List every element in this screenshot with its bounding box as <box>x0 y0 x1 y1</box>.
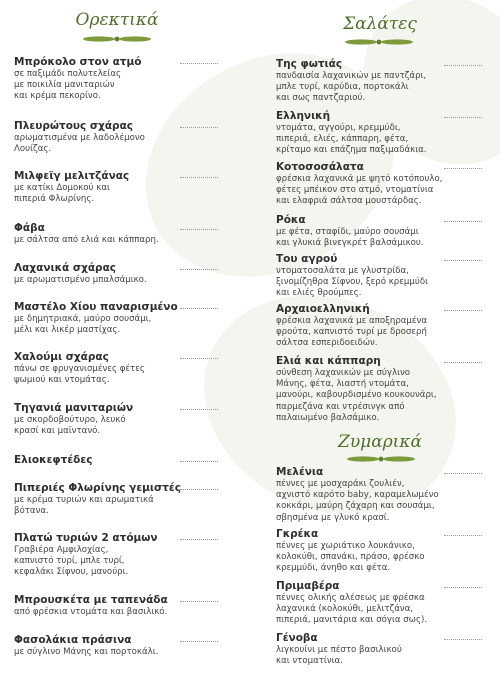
menu-item-description: ντοματοσαλάτα με γλυστρίδα, <box>276 266 409 276</box>
menu-item-name: Γένοβα <box>276 632 318 644</box>
menu-item-description: πέννες με χωριάτικο λουκάνικο, <box>276 541 415 551</box>
menu-item-description: ντομάτα, αγγούρι, κρεμμύδι, <box>276 123 401 133</box>
price-placeholder-dots <box>444 639 482 640</box>
menu-item-description: κολοκύθι, σπανάκι, πράσο, φρέσκο <box>276 552 425 563</box>
menu-item-description: με δημητριακά, μαύρο σουσάμι, <box>14 314 152 324</box>
menu-item <box>276 110 427 157</box>
menu-item <box>276 528 425 575</box>
price-placeholder-dots <box>180 127 218 128</box>
menu-item <box>14 351 145 386</box>
pasta-title: Ζυμαρικά <box>338 432 422 452</box>
menu-item-description: ξινομίζηθρα Σίφνου, ξερό κρεμμύδι <box>276 277 428 288</box>
menu-item-description: πέννες με μοσχαράκι ζουλιέν, <box>276 479 405 489</box>
price-placeholder-dots <box>444 473 482 474</box>
menu-item-description: λαχανικά (κολοκύθι, μελιτζάνα, <box>276 604 414 615</box>
price-placeholder-dots <box>180 177 218 178</box>
price-placeholder-dots <box>444 362 482 363</box>
menu-item <box>276 466 439 524</box>
menu-item-name: Λαχανικά σχάρας <box>14 262 117 274</box>
price-placeholder-dots <box>444 221 482 222</box>
menu-item-description: και ελαφριά σάλτσα μουστάρδας. <box>276 196 422 207</box>
menu-item <box>14 301 178 336</box>
menu-item-description: μανούρι, καβουρδισμένο κουκουνάρι, <box>276 390 437 401</box>
menu-item-description: με σύγλινο Μάνης και πορτοκάλι. <box>14 647 159 657</box>
menu-item-description: σε παξιμάδι πολυτελείας <box>14 69 122 79</box>
menu-item-name: Μιλφεϊγ μελιτζάνας <box>14 170 130 182</box>
price-placeholder-dots <box>180 409 218 410</box>
menu-item-description: και κρέμα πεκορίνο. <box>14 91 101 102</box>
menu-item-description: πέννες ολικής αλέσεως με φρέσκα <box>276 593 425 603</box>
price-placeholder-dots <box>180 461 218 462</box>
price-placeholder-dots <box>180 489 218 490</box>
price-placeholder-dots <box>444 535 482 536</box>
menu-item-description: μέλι και λικέρ μαστίχας. <box>14 325 121 336</box>
price-placeholder-dots <box>180 229 218 230</box>
menu-item-name: Ελιά και κάππαρη <box>276 355 381 367</box>
menu-item-description: πάνω σε φρυγανισμένες φέτες <box>14 364 145 374</box>
menu-item-description: φέτες μπέικον στο ατμό, ντοματίνια <box>276 185 434 196</box>
menu-item <box>14 120 145 155</box>
menu-item-description: φρέσκια λαχανικά με αποξηραμένα <box>276 316 428 326</box>
menu-item-description: και σως παντζαριού. <box>276 93 366 104</box>
menu-item-description: με κρέμα τυριών και αρωματικά <box>14 495 154 505</box>
menu-item-description: με αρωματισμένο μπαλσάμικο. <box>14 275 147 285</box>
menu-item-description: πανδαισία λαχανικών με παντζάρι, <box>276 71 427 81</box>
menu-item <box>14 454 92 467</box>
menu-item-description: κρίταμο και επάζημα παξιμαδάκια. <box>276 145 427 156</box>
price-placeholder-dots <box>444 587 482 588</box>
price-placeholder-dots <box>180 358 218 359</box>
menu-item-name: Πιπεριές Φλωρίνης γεμιστές <box>14 482 181 494</box>
menu-item-description: πιπεριά Φλωρίνης. <box>14 194 95 205</box>
price-placeholder-dots <box>180 269 218 270</box>
menu-item-name: Μαστέλο Χίου παναρισμένο <box>14 301 178 313</box>
menu-item-description: Λουίζας. <box>14 144 52 155</box>
menu-item <box>14 532 158 579</box>
menu-item-name: Ελιοκεφτέδες <box>14 454 93 466</box>
menu-item <box>14 482 181 517</box>
price-placeholder-dots <box>180 601 218 602</box>
price-placeholder-dots <box>180 539 218 540</box>
salads-title: Σαλάτες <box>343 14 417 34</box>
menu-item <box>276 161 443 208</box>
menu-item-description: μπλε τυρί, καρύδια, πορτοκάλι <box>276 82 409 93</box>
menu-item-description: και ελιές θρούμπες. <box>276 288 362 299</box>
menu-item-name: Τηγανιά μανιταριών <box>14 402 134 414</box>
menu-item-description: παλαιωμένο βαλσάμικο. <box>276 412 380 423</box>
menu-item-name: Ρόκα <box>276 214 306 226</box>
menu-item-description: με σκορδοβούτυρο, λευκό <box>14 415 126 425</box>
menu-item <box>14 594 168 618</box>
menu-item-description: με φέτα, σταφίδι, μαύρο σουσάμι <box>276 227 419 237</box>
menu-item-description: φρέσκια λαχανικά με ψητό κοτόπουλο, <box>276 174 443 184</box>
menu-item-name: Μπρουσκέτα με ταπενάδα <box>14 594 168 606</box>
price-placeholder-dots <box>444 117 482 118</box>
menu-item <box>14 634 158 658</box>
menu-item-description: κεφαλάκι Σίφνου, μανούρι. <box>14 567 129 578</box>
menu-item-description: Μάνης, φέτα, λιαστή ντομάτα, <box>276 379 409 390</box>
menu-item <box>14 402 133 437</box>
menu-item-description: από φρέσκια ντομάτα και βασιλικό. <box>14 607 168 617</box>
menu-item-name: Χαλούμι σχάρας <box>14 351 109 363</box>
price-placeholder-dots <box>180 63 218 64</box>
menu-item-name: Ελληνική <box>276 110 331 122</box>
menu-item-description: καπνιστό τυρί, μπλε τυρί, <box>14 556 125 567</box>
menu-item <box>276 580 427 627</box>
menu-item <box>276 632 402 667</box>
menu-item-description: σβησμένα με γλυκό κρασί. <box>276 512 390 523</box>
menu-item-name: Κοτοσοσάλατα <box>276 161 364 173</box>
menu-item-description: με σάλτσα από ελιά και κάππαρη. <box>14 235 159 245</box>
menu-item-name: Φασολάκια πράσινα <box>14 634 132 646</box>
menu-item-description: αχνιστό καρότο baby, καραμελωμένο <box>276 490 439 501</box>
leaf-divider-icon <box>346 455 416 463</box>
menu-item-name: Πλευρώτους σχάρας <box>14 120 134 132</box>
menu-item <box>14 170 129 205</box>
menu-item-name: Πριμαβέρα <box>276 580 340 592</box>
menu-item-name: Πλατώ τυριών 2 ατόμων <box>14 532 158 544</box>
menu-item <box>14 262 147 286</box>
menu-item-description: σύνθεση λαχανικών με σύγλινο <box>276 368 411 378</box>
leaf-divider-icon <box>82 35 152 43</box>
menu-item-name: Της φωτιάς <box>276 58 343 70</box>
menu-item-name: Μελένια <box>276 466 324 478</box>
menu-item-description: με κατίκι Δομοκού και <box>14 183 110 193</box>
menu-item <box>276 355 437 424</box>
price-placeholder-dots <box>180 641 218 642</box>
menu-item-description: κρασί και μαϊντανό. <box>14 426 101 437</box>
menu-item-description: φρούτα, καπνιστό τυρί με δροσερή <box>276 327 427 338</box>
menu-item-description: με ποικιλία μανιταριών <box>14 80 115 91</box>
price-placeholder-dots <box>180 308 218 309</box>
menu-item <box>276 303 427 350</box>
price-placeholder-dots <box>444 310 482 311</box>
menu-item-description: κρεμμύδι, άνηθο και φέτα. <box>276 563 391 574</box>
leaf-divider-icon <box>344 38 414 46</box>
menu-item-description: και γλυκιά βινεγκρέτ βαλσάμικου. <box>276 238 424 249</box>
menu-item-description: πιπεριά, ελιές, κάππαρη, φέτα, <box>276 134 409 145</box>
menu-item-description: Γραβιέρα Αμφιλοχίας, <box>14 545 109 555</box>
menu-item-description: πιπεριά, μανιτάρια και σόγια σως). <box>276 615 428 626</box>
menu-item-name: Μπρόκολο στον ατμό <box>14 56 142 68</box>
price-placeholder-dots <box>444 260 482 261</box>
menu-item-description: κοκκάρι, μαύρη ζάχαρη και σουσάμι, <box>276 501 435 512</box>
menu-item-name: Αρχαιοελληνική <box>276 303 370 315</box>
menu-item <box>14 222 159 246</box>
menu-item <box>276 58 426 105</box>
menu-item-description: ψωμιού και ντομάτας. <box>14 375 110 386</box>
menu-item <box>276 253 428 300</box>
menu-item-description: σάλτσα εσπεριδοειδών. <box>276 338 378 349</box>
menu-item <box>14 56 141 103</box>
menu-item-name: Του αγρού <box>276 253 338 265</box>
price-placeholder-dots <box>444 65 482 66</box>
appetizers-title: Ορεκτικά <box>75 10 159 30</box>
menu-item-description: λιγκουίνι με πέστο βασιλικού <box>276 645 402 655</box>
menu-item-description: παρμεζάνα και ντρέσινγκ από <box>276 401 405 412</box>
menu-item <box>276 214 424 249</box>
menu-item-name: Φάβα <box>14 222 45 234</box>
menu-item-name: Γκρέκα <box>276 528 319 540</box>
menu-item-description: βότανα. <box>14 506 49 517</box>
menu-item-description: αρωματισμένα με λαδολέμονο <box>14 133 145 143</box>
menu-item-description: και ντοματίνια. <box>276 656 343 667</box>
price-placeholder-dots <box>444 168 482 169</box>
